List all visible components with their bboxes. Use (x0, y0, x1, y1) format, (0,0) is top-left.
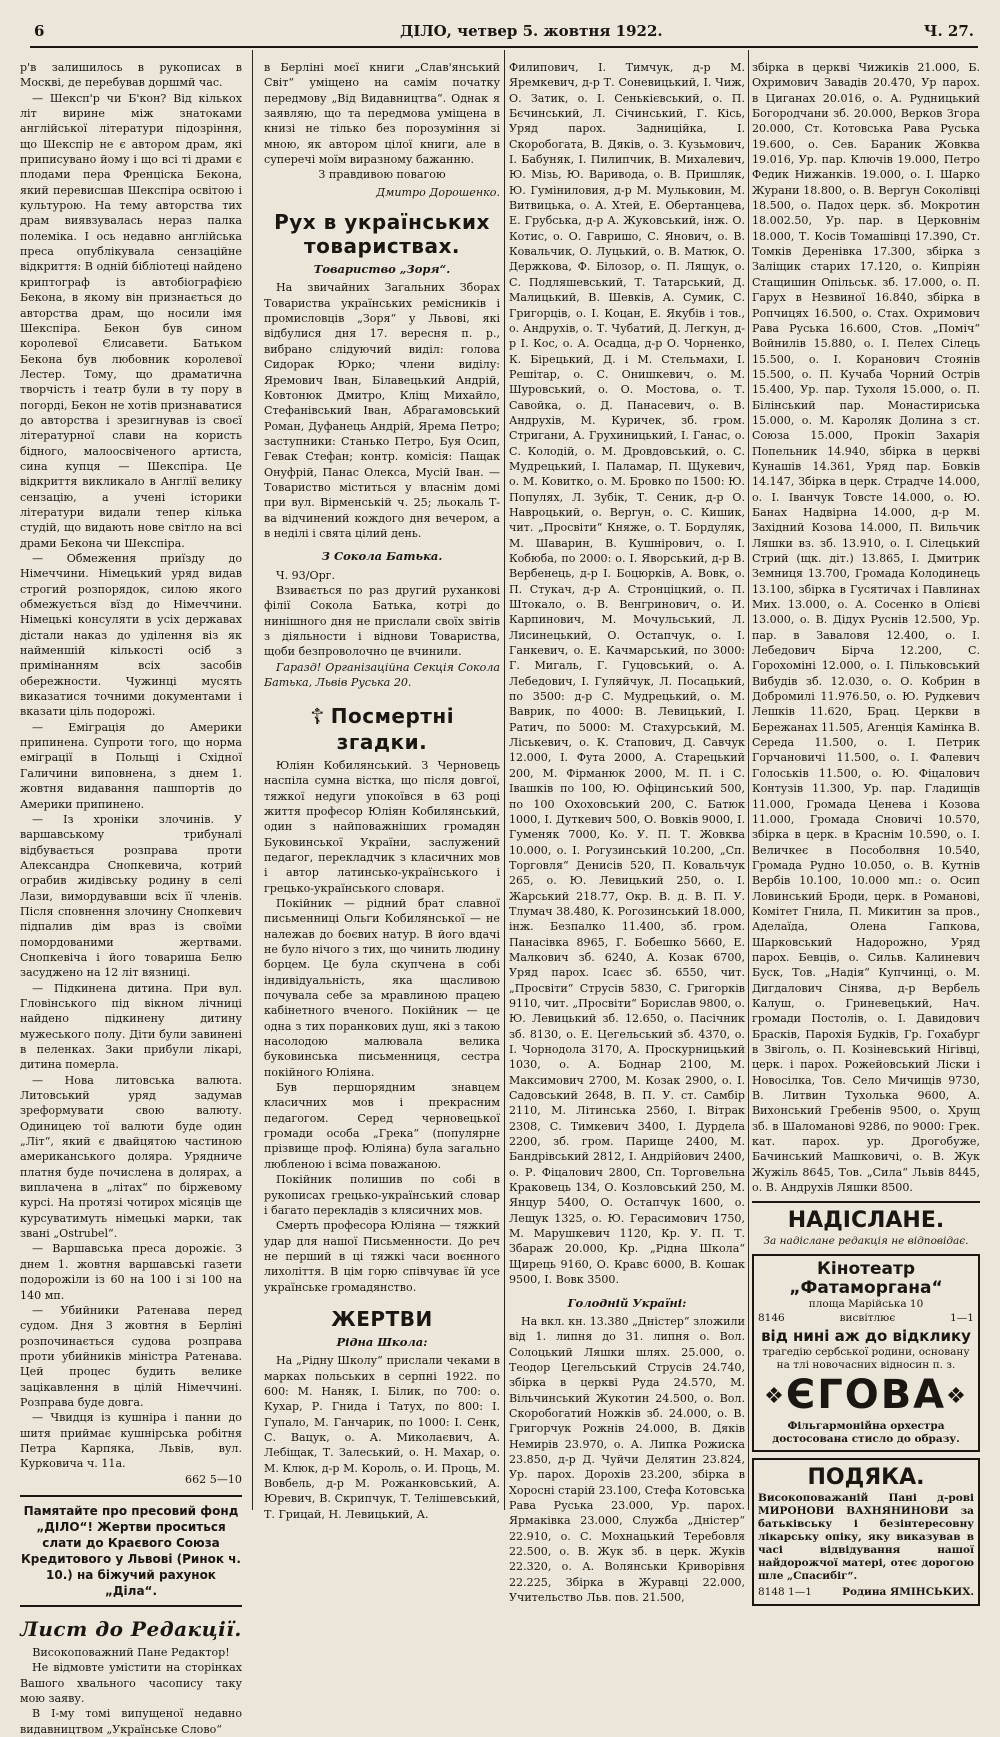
column-2 (264, 60, 500, 1521)
letter-paragraph: в Берліні моєї книги „Слав'янський Світ“ уміщено на самім початку передмову „Від Видавництва“. Однак я заявляю, що та передмова уміщена в книзі не тілько без порозуміння зі мною, як автором цілої книги, але в суперечі моїм виразному бажанню. (264, 61, 500, 167)
letter-paragraph: Не відмовте умістити на сторінках Вашого хвального часопису таку мою заяву. (20, 1661, 242, 1705)
news-paragraph: — Із хроніки злочинів. У варшавському трибуналі відбувається розправа проти Александра Снопкевича, котрий ограбив жидівську родину в селі Лази, вимордувавши всіх її членів. Після сповнення злочину Снопкевич підпалив дім враз із своїми помордованими жертвами. Снопкевіча і його товариша Белю засуджено на 12 літ вязниці. (20, 812, 242, 980)
obituary-paragraph: Покійник — рідний брат славної письменниці Ольги Кобилянської — не належав до боєвих натур. В його вдачі не було нічого з тих, що чинить людину борцем. Це була скупчена в собі індивідуальність, яка щасливою почувала себе за мравлиною працею кабінетного вченого. Покійник — це одна з тих поранкових душ, які з такою насолодою малювала велика буковинська письменниця, сестра покійного Юліяна. (264, 896, 500, 1079)
letter-signature: Дмитро Дорошенко. (376, 185, 500, 199)
donations-subtitle: Рідна Школа: (336, 1334, 428, 1349)
cinema-code: 8146 (758, 1312, 785, 1325)
letter-paragraph: В І-му томі випущеної недавно видавництвом „Українське Слово“ (20, 1707, 242, 1736)
news-paragraph: — Шексп'р чи Б'кон? Від кількох літ вирине між знатоками англійської літератури підозріння, що Шекспір не є автором драм, які приписувано йому і що всі ті драми є плодами пера Френціска Бекона, який перевисшав Шекспіра освітою і культурою. На тему авторства тих драм виявзувалась нераз палка полеміка. І ось недавно англійська преса опублікувала сензаційне відкриття: В одній бібліотеці найдено криптограф із автобіографією Бекона, в якому він признається до авторства драм, що носили імя Шекспіра. Бекон був сином королевої Єлисавети. Батьком Бекона був любовник королевої Лестер. Тому, що драматична творчість і театр були в ту пору в погорді, Бекон не хотів признаватися до авторства і зрезигнував із своєї літературної слави на користь бідного, малоосвіченого артиста, сина купця — Шекспіра. Це відкриття викликало в Англії велику сензацію, а учені історики літератури видали тепер кілька студій, що видають нове світло на всі драми Бекона чи Шекспіра. (20, 91, 242, 550)
press-fund-notice: Памятайте про пресовий фонд „ДІЛО“! Жертви проситься слати до Краєвого Союза Кредитового у Львові (Ринок ч. 10.) на біжучий рахунок „Діла“. (20, 1495, 242, 1607)
column-4 (752, 60, 980, 1598)
cinema-address: площа Марійська 10 (808, 1298, 924, 1311)
ad-code: 662 5—10 (185, 1472, 242, 1486)
column-rule (504, 50, 505, 1510)
letter-title: Лист до Редакції. (20, 1616, 242, 1641)
thanks-advert (752, 1458, 980, 1606)
letter-closing: З правдивою повагою (318, 168, 446, 182)
obituary-paragraph: Смерть професора Юліяна — тяжкий удар для нашої Письменности. До реч не перший в ці тяжкі часи воєнного лихоліття. В цім горю співчуває їй усе українське громадянство. (264, 1219, 500, 1294)
section-title: Рух в українських товариствах. (274, 210, 490, 259)
cinema-film-title (758, 1372, 974, 1420)
cinema-advert (752, 1254, 980, 1451)
thanks-code: 8148 1—1 (758, 1585, 812, 1598)
newspaper-title: ДІЛО, четвер 5. жовтня 1922. (400, 22, 663, 40)
cinema-codes (758, 1311, 974, 1326)
obituary-paragraph: Покійник полишив по собі в рукописах грецько-український словар і багато перекладів з клясичних мов. (264, 1173, 500, 1217)
ornament-icon: ❖ (946, 1383, 968, 1409)
column-1 (20, 60, 242, 1736)
donations-title: ЖЕРТВИ (331, 1306, 433, 1331)
thanks-signature: Родина ЯМІНСЬКИХ. (842, 1585, 974, 1598)
obituary-heading (264, 704, 500, 754)
news-paragraph: — Варшавська преса дорожіє. З днем 1. жовтня варшавські газети подорожіли із 60 на 100 і зі 100 на 140 мп. (20, 1242, 242, 1302)
thanks-footer (758, 1585, 974, 1600)
column-rule (748, 50, 749, 1510)
thanks-text: Високоповажаній Пані д-рові МИРОНОВИ ВАХНЯНИНОВИ за батьківську і безінтересовну лікарську опіку, яку виказував в часі відвідування нашої найдорожчої матері, отеє дорогою шле „Спасибіг“. (758, 1491, 974, 1582)
cinema-line: від нині аж до відклику (761, 1326, 971, 1345)
thanks-title: ПОДЯКА. (807, 1464, 925, 1490)
reference-number: Ч. 93/Орг. (276, 568, 336, 582)
section-signature: Гаразд! Організаційна Секція Сокола Батька, Львів Руська 20. (264, 660, 500, 690)
sent-in-title: НАДІСЛАНЕ. (787, 1208, 945, 1234)
obituary-title: Посмертні згадки. (330, 704, 455, 754)
news-paragraph: — Підкинена дитина. При вул. Гловінського під вікном лічниці найдено підкинену дитину мужеського полу. Діти були завинені в пеленках. Заки прибули лікарі, дитина померла. (20, 981, 242, 1072)
column-rule (252, 50, 253, 1510)
donations-list: збірка в церкві Чижиків 21.000, Б. Охримович Завадів 20.470, Ур парох. в Циганах 20.016, о. А. Рудницький Богородчани зб. 20.000, Верков Згора 20.000, Ст. Котовська Рава Руська 19.600, о. Сев. Бараник Жовква 19.016, Ур. пар. Ключів 19.000, Петро Федик Нижанків. 19.000, о. І. Шарко Журани 18.800, о. В. Вергун Соколівці 18.500, о. Падох церк. зб. Мокротин 18.002.50, Ур. пар. в Церковнім 18.000, Т. Косів Томашівці 17.390, Ст. Томків Деренівка 17.300, збірка з Заліщик старих 17.120, о. Кипріян Стащишин Опільськ. зб. 17.000, о. П. Гарух в Незвиної 16.840, збірка в Ропчицях 16.500, о. Стах. Охримович Рава Руська 16.600, Стов. „Поміч“ Войнилів 15.880, о. І. Пелех Сілець 15.500, о. І. Коранович Стоянів 15.500, о. П. Кучаба Чорний Острів 15.400, Ур. пар. Тухоля 15.000, о. П. Білінський пар. Монастириська 15.000, о. М. Кароляк Долина з ст. Союза 15.000, Прокіп Захарія Попельник 14.940, збірка в церкві Кунашів 14.361, Уряд пар. Бовків 14.147, Збірка в церк. Страдче 14.000, о. І. Іванчук Товсте 14.000, о. Ю. Банах Надвірна 14.000, д-р М. Західний Козова 14.000, П. Вильчик Ляшки вз. зб. 13.910, о. І. Сілецький Стрий (щк. діт.) 13.865, І. Дмитрик Земниця 13.700, Громада Колодинець 13.100, збірка в Гусятичах і Павлинах Мих. 13.000, о. А. Сосенко в Олієві 13.000, о. В. Дідух Руснів 12.500, Ур. пар. в Заваловя 12.400, о. І. Лебедович Бірча 12.200, С. Горохоміні 12.000, о. І. Пільковський Вибудів зб. 12.030, о. О. Кобрин в Добромилі 11.976.50, о. Ю. Рудкевич Лешків 11.620, Брац. Церкви в Бережанах 11.505, Агенція Камінка В. Середа 11.500, о. І. Петрик Горчановичі 11.500, о. І. Фалевич Голоськів 11.500, о. Ю. Фіцалович Контузів 11.300, Ур. пар. Гладищів 11.000, Громада Ценева і Козова 11.000, Громада Сновичі 10.570, збірка в церк. в Краснім 10.590, о. І. Величкеє в Пособолвня 10.540, Громада Рудно 10.050, о. В. Кутнів Вербів 10.100, 10.000 мп.: о. Осип Ловинський Броди, церк. в Романові, Комітет Гнила, П. Микитин за пров., Аделаїда, Олена Гапкова, Шарковський Надорожно, Уряд парох. Бевців, о. Сильв. Калиневич Буск, Тов. „Надія“ Купчинці, о. М. Дигдалович Сінява, д-р Вербель Калуш, о. Гриневецький, Нач. громади Постолів, о. І. Давидович Брасків, Парохія Будків, Гр. Гохабург в Звіголь, о. П. Козіневський Нігівці, церк. і парох. Рожейовський Ліски і Новосілка, Тов. Село Мичищів 9730, В. Литвин Тухолька 9600, А. Вихонський Гребенів 9500, о. Хрущ зб. в Шаломанові 9286, по 9000: Грек. кат. парох. ур. Дрогобуже, Бачинський Машковичі, о. В. Жук Жужіль 8645, Тов. „Сила“ Львів 8445, о. В. Андрухів Ляшки 8500. (752, 61, 980, 1195)
issue-number: Ч. 27. (923, 22, 974, 40)
section-subtitle: Товариство „Зоря“. (313, 262, 451, 277)
donations-subtitle: Голодній Україні: (567, 1295, 687, 1310)
news-paragraph: — Нова литовська валюта. Литовський уряд задумав зреформувати свою валюту. Одиницею тої валюти буде один „Літ“, який є двайцятою частиною американського доляра. Урядниче платня буде почислена в долярах, а виплачена в „літах“ по біржевому курсі. На протязі чотирох місяців ще курсуватимуть німецькі марки, так звані „Ostrubel“. (20, 1073, 242, 1241)
sent-in-section (752, 1201, 980, 1248)
cinema-orchestra: Фільгармонійна орхестра достосована стисло до образу. (772, 1419, 960, 1445)
news-paragraph: — Убийники Ратенава перед судом. Дня 3 жовтня в Берліні розпочинається судова розправа проти убийників міністра Ратенава. Цей процес будить велике зацікавлення в цілій Німеччині. Розправа буде довга. (20, 1303, 242, 1409)
section-paragraph: Взивається по раз другий руханкові філії Сокола Батька, котрі до нинішного дня не прислали своїх звітів з діяльности і віднови Товариства, щоби безпроволочно це вчинили. (264, 583, 500, 659)
donations-list: На вкл. кн. 13.380 „Дністер“ зложили від 1. липня до 31. липня о. Вол. Солоцький Ляшки шлях. 25.000, о. Теодор Цегельський Струсів 24.740, збірка в церкві Руда 24.570, М. Вільчинський Жукотин 24.500, о. Вол. Скоробогатий Ножків зб. 24.000, о. В. Григорчук Рожнів 24.000, В. Дяків Немирів 23.970, о. А. Липка Рожиска 23.850, д-р Д. Чуйчи Делятин 23.824, Ур. парох. Дорохів 23.200, збірка в Хоросні старій 23.100, Стефа Котовська Рава Руська 23.000, Ур. парох. Ярмаківка 23.000, Служба „Дністер“ 22.910, о. С. Мохнацький Теребовля 22.500, о. В. Жук зб. в церк. Жуків 22.320, о. А. Волянськи Криворівня 22.225, Збірка в Журавці 22.000, Учительство Льв. пов. 21.500, (509, 1314, 745, 1605)
news-paragraph: — Обмеження приїзду до Німеччини. Німецький уряд видав строгий розпорядок, силою якого обмежується вїзд до Німеччини. Німецькі консуляти в усіх державах дістали наказ до уділення віз як найменшій кількості осіб з примінанням всіх засобів обережности. Чужинці мусять виказатися точними документами і вказати ціль подорожі. (20, 552, 242, 719)
page-header (30, 20, 978, 48)
news-paragraph: — Еміграція до Америки припинена. Супроти того, що норма еміграції в Польщі і Східної Галичини виповнена, з днем 1. жовтня видавання пашпортів до Америки припинено. (20, 720, 242, 811)
cinema-code-2: 1—1 (950, 1312, 974, 1325)
obituary-paragraph: Був першорядним знавцем класичних мов і прекрасним педагогом. Серед черновецької громади особа „Грека“ (популярне прізвище проф. Юліяна) була загально любленою і всіма поважаною. (264, 1081, 500, 1171)
cross-icon: ☦ (309, 704, 325, 730)
section-subtitle: З Сокола Батька. (321, 549, 443, 564)
donations-list: Филипович, І. Тимчук, д-р М. Яремкевич, д-р Т. Соневицький, І. Чиж, О. Затик, о. І. Сенькієвський, о. П. Бєчинський, Л. Січинський, Г. Кісь, Уряд парох. Задниційка, І. Скоробогата, В. Дяків, о. З. Кузьмович, І. Бабуняк, І. Пилипчик, В. Михалевич, Ю. Мізь, Ю. Варивода, о. В. Пришляк, Ю. Гуміниловия, д-р М. Мульковин, М. Витвицька, о. А. Хтей, Е. Обертанцева, Е. Грубська, д-р А. Жуковський, інж. О. Котис, о. О. Гавришо, С. Янович, о. В. Ковальчик, О. Луцький, о. В. Матюк, О. Держкова, Ф. Білозор, о. П. Лящук, о. С. Подляшевський, Т. Татарський, Д. Малицький, В. Шевків, А. Сумик, С. Григорців, о. І. Коцан, Е. Якубів і тов., о. Андрухів, о. Т. Чубатий, Д. Легкун, д-р І. Кос, о. А. Осадца, д-р О. Чорненко, К. Бірецький, Д. і М. Стельмахи, І. Решітар, о. С. Онишкевич, о. М. Шуровський, о. О. Мостова, о. Т. Савойка, о. Д. Панасевич, о. В. Андрухів, М. Куричек, зб. гром. Стригани, А. Грухиницький, І. Ганас, о. С. Колодій, о. М. Дровдовський, о. С. Мудрецький, І. Паламар, П. Щукевич, о. М. Ковитко, о. М. Бровко по 1500: Ю. Популях, Л. Зубік, Т. Сеник, д-р О. Навроцький, о. Вергун, о. С. Кишик, чит. „Просвіти“ Княже, о. Т. Бордуляк, М. Шаварин, В. Кушнірович, о. І. Кобюба, по 2000: о. І. Яворський, д-р В. Вербенець, д-р І. Боцюрків, А. Вовк, о. П. Стукач, д-р А. Стронціцкий, о. П. Штокало, о. В. Венгринович, о. И. Карпинович, М. Мочульський, Л. Лисинецький, О. Остапчук, о. І. Ганкевич, о. Е. Качмарський, по 3000: Г. Мигаль, Г. Гуцовський, о. А. Лебедович, І. Гуляйчук, Л. Посацький, по 3500: д-р С. Мудрецький, о. М. Ваврик, по 4000: В. Левицький, І. Ратич, по 5000: М. Стахурський, М. Ліськевич, о. К. Стапович, Д. Савчук 12.000, І. Фута 2000, А. Старецький 200, М. Фірманюк 2000, М. П. і С. Івашків по 100, Ю. Офіцинський 500, по 100 Охоховський 200, С. Батюк 1000, І. Дуткевич 500, О. Вовків 9000, І. Гуменяк 7000, Ко. У. П. Т. Жовква 10.000, о. І. Рогузинський 10.200, „Сп. Торговля“ Денисів 520, П. Ковальчук 265, о. Ю. Левицький 250, о. І. Жарський 218.77, Окр. В. д. В. П. У. Тлумач 38.480, К. Рогозинський 18.000, інж. Безпалко 11.400, зб. гром. Панасівка 8965, Г. Бобешко 5660, Е. Малкович зб. 6240, А. Козак 6700, Уряд парох. Ісаєс зб. 6550, чит. „Просвіти“ Струсів 5830, С. Григорків 9110, чит. „Просвіти“ Борислав 9800, о. Ю. Левицький зб. 12.650, о. Пасічник зб. 8130, о. Е. Цегельський зб. 4370, о. І. Чорнодола 3170, А. Проскурницький 1030, о. А. Боднар 2100, М. Максимович 2700, М. Козак 2900, о. І. Садовський 2648, В. П. У. ст. Самбір 2110, М. Літинська 2560, І. Вітрак 2308, С. Тимкевич 3400, І. Дурдела 2200, зб. гром. Парище 2400, М. Бандрівський 2812, І. Андрійович 2400, о. Р. Фіцалович 2800, Сп. Торговельна Краковець 134, О. Козловський 250, М. Янцур 5400, О. Остапчук 1600, о. Лещук 1325, о. Ю. Герасимович 1750, М. Марушкевич 1120, Кр. У. П. Т. Збараж 20.000, Кр. „Рідна Школа“ Щирець 9160, О. Кравс 6000, В. Кошак 9500, І. Вовк 3500. (509, 61, 745, 1287)
cinema-title: Кінотеатр „Фатаморгана“ (789, 1259, 943, 1299)
classified-ad: — Чвидця із кушніра і панни до шитя приймає кушнірська робітня Петра Карпяка, Львів, вул. Курковича ч. 11а. (20, 1411, 242, 1471)
column-3 (509, 60, 745, 1605)
letter-salutation: Високоповажний Пане Редактор! (32, 1645, 230, 1659)
obituary-paragraph: Юліян Кобилянський. З Черновець наспіла сумна вістка, що після довгої, тяжкої недуги упокоївся в 63 році життя професор Юліян Кобилянський, один з найповажніших громадян Буковинської України, заслужений педагог, перекладчик з класичних мов і автор латинсько-українського і грецько-українського словаря. (264, 758, 500, 895)
cinema-announce: висвітлює (839, 1312, 896, 1325)
film-title-text: ЄГОВА (785, 1371, 947, 1418)
news-paragraph: р'в залишилось в рукописах в Москві, де перебував доршмй час. (20, 61, 242, 90)
ornament-icon: ❖ (764, 1383, 786, 1409)
donations-paragraph: На „Рідну Школу“ прислали чеками в марках польських в серпні 1922. по 600: М. Наняк, І. Білик, по 700: о. Кухар, Р. Гнида і Татух, по 800: І. Гупало, М. Ганчарик, по 1000: І. Сенк, С. Вацук, о. А. Миколаєвич, А. Лебіщак, Т. Залеський, о. Н. Махар, о. М. Клюк, д-р М. Король, о. И. Проць, М. Вовбель, д-р М. Рожанковський, А. Юревич, В. Скрипчук, Т. Телішевський, Т. Грицай, Н. Левицький, А. (264, 1354, 500, 1521)
cinema-description: трагедію сербської родини, основану на тлі новочасних відносин п. з. (762, 1345, 970, 1371)
section-paragraph: На звичайних Загальних Зборах Товариства українських ремісників і промисловців „Зоря“ у Львові, які відбулися дня 17. вересня п. р., вибрано слідуючий виділ: голова Сидорак Юрко; члени виділу: Яремович Іван, Білавецький Андрій, Ковтонюк Дмитро, Кліщ Михайло, Стефанівський Іван, Абрагамовський Роман, Дуфанець Андрій, Ярема Петро; заступники: Станько Петро, Буя Осип, Гевак Стефан; контр. комісія: Пащак Онуфрій, Панас Олекса, Мусій Іван. — Товариство міститься у власнім домі при вул. Вірменській ч. 25; льокаль Т-ва відчинений кождого дня вечером, а в неділі і свята цілий день. (264, 281, 500, 540)
sent-in-note: За надіслане редакція не відповідає. (763, 1235, 969, 1248)
page-number: 6 (34, 22, 45, 40)
